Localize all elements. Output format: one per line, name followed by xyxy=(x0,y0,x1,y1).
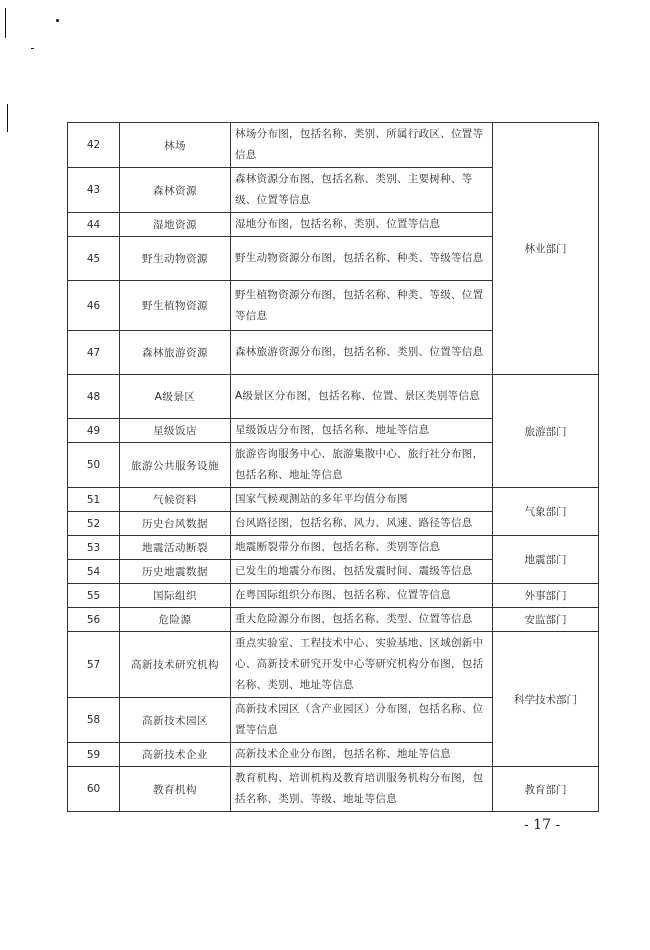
layer-name: 地震活动断裂 xyxy=(120,536,231,560)
layer-description: 在粤国际组织分布图，包括名称、位置等信息 xyxy=(231,584,493,608)
layer-description: 已发生的地震分布图，包括发震时间、震级等信息 xyxy=(231,560,493,584)
table-row xyxy=(68,584,599,608)
table-row xyxy=(68,536,599,560)
row-number: 44 xyxy=(68,213,120,237)
layer-name: 星级饭店 xyxy=(120,419,231,443)
department-meteorology: 气象部门 xyxy=(493,488,599,536)
layer-description: 地震断裂带分布图，包括名称、类别等信息 xyxy=(231,536,493,560)
row-number: 51 xyxy=(68,488,120,512)
layer-description: 林场分布图，包括名称、类别、所属行政区、位置等信息 xyxy=(231,123,493,168)
layer-name: 旅游公共服务设施 xyxy=(120,443,231,488)
layer-name: 教育机构 xyxy=(120,767,231,812)
department-forestry: 林业部门 xyxy=(493,123,599,375)
layer-description: 森林旅游资源分布图，包括名称、类别、位置等信息 xyxy=(231,331,493,375)
layer-description: 教育机构、培训机构及教育培训服务机构分布图，包括名称、类别、等级、地址等信息 xyxy=(231,767,493,812)
row-number: 52 xyxy=(68,512,120,536)
department-science: 科学技术部门 xyxy=(493,632,599,767)
page-number: - 17 - xyxy=(524,817,561,833)
layer-name: 湿地资源 xyxy=(120,213,231,237)
layer-name: 历史地震数据 xyxy=(120,560,231,584)
layer-name: 林场 xyxy=(120,123,231,168)
row-number: 48 xyxy=(68,375,120,419)
layer-description: 重大危险源分布图，包括名称、类型、位置等信息 xyxy=(231,608,493,632)
department-education: 教育部门 xyxy=(493,767,599,812)
table-row xyxy=(68,488,599,512)
layer-name: 高新技术研究机构 xyxy=(120,632,231,698)
layer-description: 台风路径图，包括名称、风力、风速、路径等信息 xyxy=(231,512,493,536)
row-number: 50 xyxy=(68,443,120,488)
scan-mark-1 xyxy=(5,8,6,38)
row-number: 49 xyxy=(68,419,120,443)
layer-description: 野生动物资源分布图，包括名称、种类、等级等信息 xyxy=(231,237,493,281)
scan-mark-3 xyxy=(31,48,34,49)
layer-description: 重点实验室、工程技术中心、实验基地、区域创新中心、高新技术研究开发中心等研究机构分布图，包括名称、类别、地址等信息 xyxy=(231,632,493,698)
table-row xyxy=(68,632,599,698)
table-row xyxy=(68,608,599,632)
row-number: 47 xyxy=(68,331,120,375)
scan-mark-4 xyxy=(7,104,8,132)
table-row xyxy=(68,767,599,812)
layer-description: 国家气候观测站的多年平均值分布图 xyxy=(231,488,493,512)
department-foreign-affairs: 外事部门 xyxy=(493,584,599,608)
layer-name: 森林资源 xyxy=(120,168,231,213)
layer-name: 高新技术企业 xyxy=(120,743,231,767)
layer-description: 高新技术园区（含产业园区）分布图，包括名称、位置等信息 xyxy=(231,698,493,743)
row-number: 59 xyxy=(68,743,120,767)
layer-description: A级景区分布图，包括名称、位置、景区类别等信息 xyxy=(231,375,493,419)
layer-name: 国际组织 xyxy=(120,584,231,608)
row-number: 54 xyxy=(68,560,120,584)
layer-name: 野生植物资源 xyxy=(120,281,231,331)
layer-description: 旅游咨询服务中心、旅游集散中心、旅行社分布图，包括名称、地址等信息 xyxy=(231,443,493,488)
row-number: 58 xyxy=(68,698,120,743)
department-safety: 安监部门 xyxy=(493,608,599,632)
layer-description: 高新技术企业分布图，包括名称、地址等信息 xyxy=(231,743,493,767)
department-earthquake: 地震部门 xyxy=(493,536,599,584)
row-number: 45 xyxy=(68,237,120,281)
layer-description: 野生植物资源分布图，包括名称、种类、等级、位置等信息 xyxy=(231,281,493,331)
row-number: 55 xyxy=(68,584,120,608)
row-number: 46 xyxy=(68,281,120,331)
row-number: 53 xyxy=(68,536,120,560)
layer-name: 历史台风数据 xyxy=(120,512,231,536)
layer-name: 野生动物资源 xyxy=(120,237,231,281)
row-number: 56 xyxy=(68,608,120,632)
department-tourism: 旅游部门 xyxy=(493,375,599,488)
data-layer-table xyxy=(67,122,599,812)
row-number: 42 xyxy=(68,123,120,168)
layer-description: 森林资源分布图，包括名称、类别、主要树种、等级、位置等信息 xyxy=(231,168,493,213)
layer-name: 气候资料 xyxy=(120,488,231,512)
scan-mark-2 xyxy=(56,19,59,22)
layer-description: 星级饭店分布图，包括名称、地址等信息 xyxy=(231,419,493,443)
row-number: 43 xyxy=(68,168,120,213)
table-row xyxy=(68,375,599,419)
layer-name: 危险源 xyxy=(120,608,231,632)
table-row xyxy=(68,123,599,168)
row-number: 60 xyxy=(68,767,120,812)
layer-name: A级景区 xyxy=(120,375,231,419)
row-number: 57 xyxy=(68,632,120,698)
layer-name: 森林旅游资源 xyxy=(120,331,231,375)
layer-name: 高新技术园区 xyxy=(120,698,231,743)
layer-description: 湿地分布图，包括名称、类别、位置等信息 xyxy=(231,213,493,237)
